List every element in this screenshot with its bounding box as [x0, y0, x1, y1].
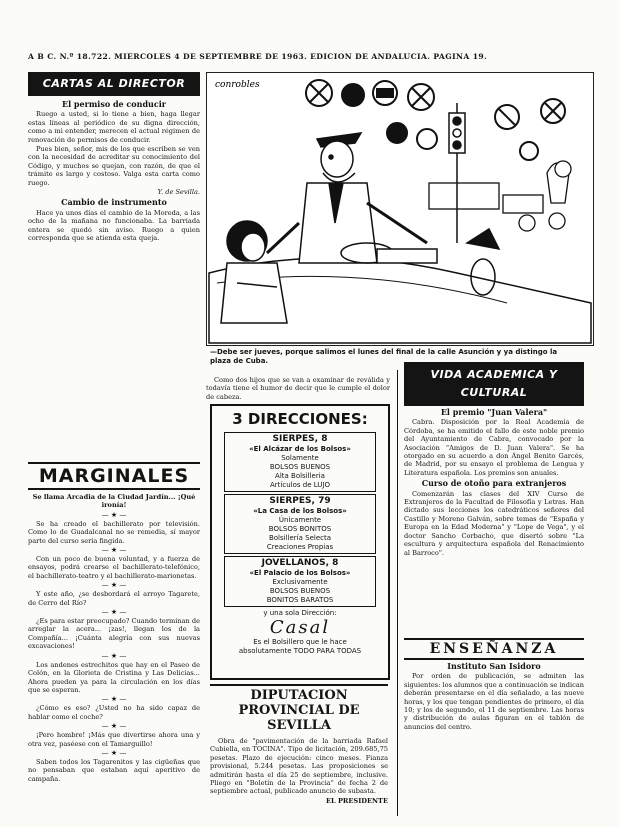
ad-branch-3 [224, 556, 376, 607]
separator-star: — ★ — [101, 546, 127, 555]
cartoon-drawing [207, 73, 593, 345]
marginales-item: ¡Pero hombre! ¡Más que divertirse ahora una y otra vez, paséese con el Tamarguillo! [28, 731, 200, 748]
ad-branch-3-line: Exclusivamente [272, 578, 328, 586]
marginales-item: Y este año, ¿se desbordará el arroyo Tagarete, de Cerro del Río? [28, 590, 200, 607]
separator-star: — ★ — [101, 695, 127, 704]
separator-star: — ★ — [101, 722, 127, 731]
cartas-title-2: Cambio de instrumento [61, 197, 167, 208]
marginales-banner: MARGINALES [28, 462, 200, 490]
separator-star: — ★ — [101, 748, 127, 757]
ad-branch-2 [224, 494, 376, 554]
diputacion-body: Obra de "pavimentación de la barriada Rafael Cubiella, en TOCINA". Tipo de licitación, 209.685,75 pesetas. Plazo de ejecución: cinco meses. Fianza provisional, 5.244 pesetas. Las proposiciones se admitirán hasta el día 25 de septiembre, inclusive. Pliego en "Boletín de la Provincia" de fecha 2 de septiembre actual, publicado anuncio de subasta. [210, 737, 388, 796]
cartoon-illustration [206, 72, 594, 346]
ad-branch-2-tag: «La Casa de los Bolsos» [253, 507, 347, 515]
separator-star: — ★ — [101, 651, 127, 660]
traffic-scene [429, 161, 571, 231]
marginales-item: Los andenes estrechitos que hay en el Paseo de Colón, en la Glorieta de Cristina y Las Delicias... Ahora pueden ya para la circulación en los días que se esperan. [28, 660, 200, 694]
diputacion-notice [210, 684, 388, 817]
middle-paragraph: Como dos hijos que se van a examinar de reválida y todavía tiene el humor de decir que le cumple el dolor de cabeza. [206, 376, 390, 401]
marginales-item: Se ha creado el bachillerato por televisión. Como lo de Guadalcanal no se remedia, sí mayor parte del curso sería fingida. [28, 519, 200, 545]
vida-title-2: Curso de otoño para extranjeros [421, 478, 567, 489]
ad-branch-2-line: Creaciones Propias [266, 543, 334, 551]
ad-footer-2: Es el Bolsillero que le hace absolutamente TODO PARA TODAS [238, 638, 362, 655]
cartas-title-1: El permiso de conducir [62, 99, 166, 109]
traffic-light [449, 103, 465, 243]
separator-star: — ★ — [101, 510, 127, 519]
ad-title: 3 DIRECCIONES: [232, 410, 368, 428]
ad-branch-3-tag: «El Palacio de los Bolsos» [249, 569, 351, 577]
cartas-column [28, 72, 200, 452]
ad-branch-1 [224, 432, 376, 492]
cartas-signature: Y. de Sevilla. [157, 188, 200, 197]
column-rule [397, 370, 398, 816]
separator-star: — ★ — [101, 608, 127, 617]
ad-branch-1-line: Alta Bolsilleria [275, 472, 325, 480]
cartas-body-2: Pues bien, señor, mis de los que escriben se ven con la necesidad de acreditar su conocimiento del Código, y muchos se quejan, con razón, de que el trámite es largo y costoso. Valga esta carta como ruego. [28, 145, 200, 187]
driver-figure [267, 133, 427, 263]
ensenanza-column [404, 638, 584, 816]
cartas-banner: CARTAS AL DIRECTOR [28, 72, 200, 96]
marginales-intro: Se llama Arcadia de la Ciudad Jardín... ¡Qué ironía! [32, 493, 196, 510]
ad-branch-3-line: BONITOS BARATOS [266, 596, 334, 604]
ad-brand-logo: Casal [269, 617, 331, 638]
marginales-item: ¿Es para estar preocupado? Cuando terminan de arreglar la acera... ¡zas!, llegan los de la Compañía... ¡Cuánta alegría con sus nuevas excavaciones! [28, 617, 200, 651]
ad-branch-1-line: BOLSOS BUENOS [269, 463, 331, 471]
marginales-item: Saben todos los Tagarenitos y las cigüeñas que no pensaban que estaban aquí aperitivo de campaña. [28, 757, 200, 783]
cartoon-caption: —Debe ser jueves, porque salimos el lunes del final de la calle Asunción y ya distingo la plaza de Cuba. [210, 348, 558, 365]
marginales-item: Con un poco de buena voluntad, y a fuerza de ensayos, podrá crearse el bachillerato-telefónico, el bachillerato-teatro y el bachillerato-marionetas. [28, 555, 200, 580]
ad-branch-2-line: Únicamente [278, 516, 322, 524]
separator-star: — ★ — [101, 581, 127, 590]
marginales-item: ¿Cómo es eso? ¿Usted no ha sido capaz de hablar como el coche? [28, 704, 200, 721]
diputacion-banner: DIPUTACION PROVINCIAL DE SEVILLA [210, 684, 388, 733]
ensenanza-banner: ENSEÑANZA [404, 638, 584, 660]
ad-footer-1: y una sola Dirección: [263, 609, 337, 617]
vida-body-2: Comenzarán las clases del XIV Curso de Extranjeros de la Facultad de Filosofía y Letras. Han dictado sus lecciones los catedráticos señores del Castillo y Moreno Galván, sobre temas de "España y Europa en la Edad Moderna" y "Lope de Vega", y el doctor Sancho Corbacho, que disertó sobre "La escultura y arquitectura española del Renacimiento al Barroco". [404, 489, 584, 557]
ad-branch-2-line: BOLSOS BONITOS [268, 525, 332, 533]
ad-branch-1-line: Solamente [281, 454, 319, 462]
ad-branch-3-name: JOVELLANOS, 8 [261, 558, 339, 568]
ensenanza-body: Por orden de publicación, se admiten las siguientes: los alumnos que a continuación se indican deberán presentarse en el día señalado, a las nueve horas, y los que tengan pendientes de primero, el día 10; y los de segundo, el 11 de septiembre. Las horas y distribución de aulas figuran en el tablón de anuncios del centro. [404, 672, 584, 731]
ad-branch-1-name: SIERPES, 8 [272, 434, 328, 444]
ad-branch-1-tag: «El Alcázar de los Bolsos» [249, 445, 351, 453]
vida-body-1: Cabra. Disposición por la Real Academia de Córdoba, se ha emitido el fallo de este noble premio del Ayuntamiento de Cabra, convocado por la Asociación "Amigos de D. Juan Valera". Se ha otorgado en su acuerdo a don Ángel Benito Garcés, de Madrid, por su ensayo el problema de Lengua y Literatura española. Los premios son anuales. [404, 418, 584, 477]
vida-banner: VIDA ACADEMICA Y CULTURAL [404, 362, 584, 406]
cartoon-signature: conrobles [215, 80, 260, 90]
ad-branch-2-line: Bolsillería Selecta [268, 534, 332, 542]
woman-figure [221, 221, 287, 323]
ensenanza-title: Instituto San Isidoro [447, 661, 541, 671]
page-header: A B C. N.º 18.722. MIERCOLES 4 DE SEPTIEMBRE DE 1963. EDICION DE ANDALUCIA. PAGINA 19. [28, 52, 488, 61]
ad-branch-2-name: SIERPES, 79 [269, 496, 331, 506]
marginales-column [28, 462, 200, 817]
vida-academica-column [404, 362, 584, 627]
bolsos-advert [210, 404, 390, 680]
ad-branch-3-line: BOLSOS BUENOS [269, 587, 331, 595]
middle-text [206, 376, 390, 406]
vida-title-1: El premio "Juan Valera" [440, 407, 548, 417]
cartas-body-1: Ruego a usted, si lo tiene a bien, haga llegar estas líneas al periódico de su digna dirección, como a mi entender, merecen el actual régimen de renovación de permisos de conducir. [28, 110, 200, 144]
cartas-body-3: Hace ya unos días el cambio de la Moreda, a las ocho de la mañana no funcionaba. La barriada entera se quedó sin aviso. Ruego a quien corresponda que se atienda esta queja. [28, 208, 200, 243]
ad-branch-1-line: Artículos de LUJO [270, 481, 330, 489]
diputacion-signature: EL PRESIDENTE [326, 796, 388, 805]
